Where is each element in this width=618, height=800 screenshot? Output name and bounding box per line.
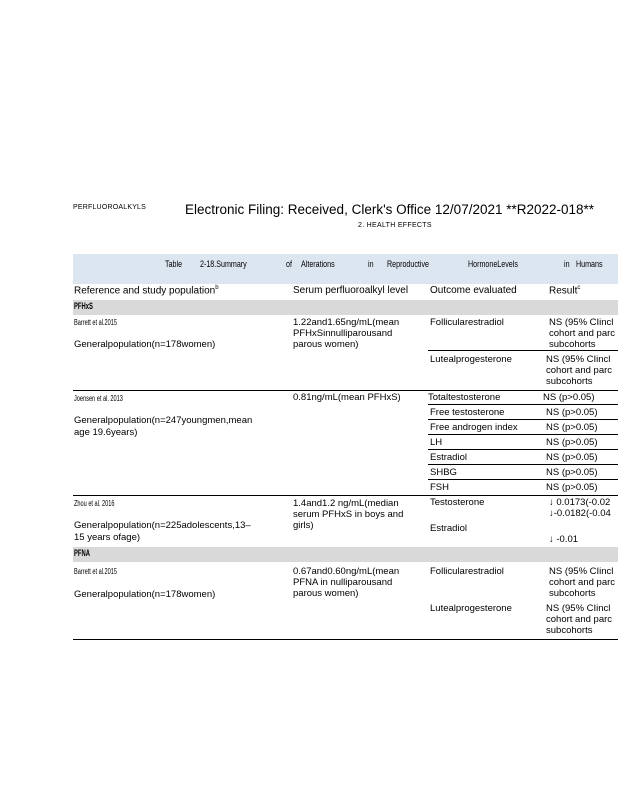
- row-result: NS (95% CIincl cohort and parc subcohorts: [546, 603, 613, 636]
- row-result: NS (95% CIincl cohort and parc subcohorts: [549, 317, 616, 350]
- row-result: NS (p>0.05): [546, 482, 598, 493]
- cell-divider: [428, 464, 618, 465]
- row-serum-level: 1.22and1.65ng/mL(mean PFHxSinnulliparousand parous women): [293, 317, 400, 350]
- row-outcome: Free androgen index: [430, 422, 518, 433]
- row-reference: Joensen et al. 2013: [74, 394, 123, 403]
- cell-divider: [428, 449, 618, 450]
- row-outcome: Estradiol: [430, 523, 467, 534]
- row-reference: Barrett et al.2015: [74, 567, 117, 576]
- row-result: NS (p>0.05): [543, 392, 595, 403]
- row-outcome: Estradiol: [430, 452, 467, 463]
- row-outcome: Follicularestradiol: [430, 317, 504, 328]
- caption-word: Table: [165, 259, 183, 270]
- row-serum-level: 0.81ng/mL(mean PFHxS): [293, 392, 401, 403]
- row-reference: Zhou et al. 2016: [74, 499, 115, 508]
- row-result: NS (95% CIincl cohort and parc subcohorts: [546, 354, 613, 387]
- row-serum-level: 0.67and0.60ng/mL(mean PFNA in nulliparousand parous women): [293, 566, 400, 599]
- row-result: NS (95% CIincl cohort and parc subcohorts: [549, 566, 616, 599]
- cell-divider: [428, 419, 618, 420]
- caption-word: 2-18.Summary: [200, 259, 247, 270]
- row-divider: [73, 495, 618, 496]
- row-population: Generalpopulation(n=225adolescents,13– 15 years ofage): [74, 520, 251, 543]
- chapter-header: 2. HEALTH EFFECTS: [358, 222, 432, 229]
- row-result: NS (p>0.05): [546, 407, 598, 418]
- row-result: NS (p>0.05): [546, 437, 598, 448]
- caption-word: in: [368, 259, 374, 270]
- row-outcome: FSH: [430, 482, 449, 493]
- row-result: ↓ -0.01: [549, 534, 579, 545]
- row-outcome: SHBG: [430, 467, 457, 478]
- cell-divider: [428, 479, 618, 480]
- row-outcome: Totaltestosterone: [428, 392, 501, 403]
- row-reference: Barrett et al.2015: [74, 318, 117, 327]
- col-header-reference: Reference and study population$^b$: [74, 285, 219, 297]
- row-population: Generalpopulation(n=178women): [74, 589, 216, 600]
- col-header-serum: Serum perfluoroalkyl level: [293, 285, 409, 296]
- row-outcome: Lutealprogesterone: [430, 603, 512, 614]
- row-population: Generalpopulation(n=247youngmen,mean age 19.6years): [74, 415, 253, 438]
- row-population: Generalpopulation(n=178women): [74, 339, 216, 350]
- row-outcome: Free testosterone: [430, 407, 505, 418]
- row-outcome: Follicularestradiol: [430, 566, 504, 577]
- row-result: NS (p>0.05): [546, 422, 598, 433]
- caption-word: of: [286, 259, 292, 270]
- cell-divider: [428, 404, 618, 405]
- section-row-pfhxs: PFHxS: [73, 300, 618, 315]
- row-result: ↓ 0.0173(-0.02 ↓-0.0182(-0.04: [549, 497, 611, 519]
- filing-stamp: Electronic Filing: Received, Clerk's Office 12/07/2021 **R2022-018**: [185, 202, 595, 217]
- row-outcome: LH: [430, 437, 443, 448]
- row-outcome: Testosterone: [430, 497, 485, 508]
- caption-word: HormoneLevels: [468, 259, 518, 270]
- caption-word: Reproductive: [387, 259, 429, 270]
- running-header-left: PERFLUOROALKYLS: [73, 204, 147, 211]
- caption-word: in: [564, 259, 570, 270]
- cell-divider: [428, 350, 618, 351]
- col-header-outcome: Outcome evaluated: [430, 285, 517, 296]
- row-divider: [73, 390, 618, 391]
- table-caption: [73, 254, 618, 284]
- section-row-pfna: PFNA: [73, 547, 618, 562]
- row-result: NS (p>0.05): [546, 467, 598, 478]
- row-serum-level: 1.4and1.2 ng/mL(median serum PFHxS in boys and girls): [293, 498, 404, 531]
- table-bottom-rule: [73, 639, 618, 640]
- table-column-headers: [73, 284, 618, 300]
- col-header-result: Result$^c$: [549, 285, 581, 297]
- caption-word: Alterations: [301, 259, 335, 270]
- caption-word: Humans: [576, 259, 603, 270]
- cell-divider: [428, 434, 618, 435]
- row-outcome: Lutealprogesterone: [430, 354, 512, 365]
- row-result: NS (p>0.05): [546, 452, 598, 463]
